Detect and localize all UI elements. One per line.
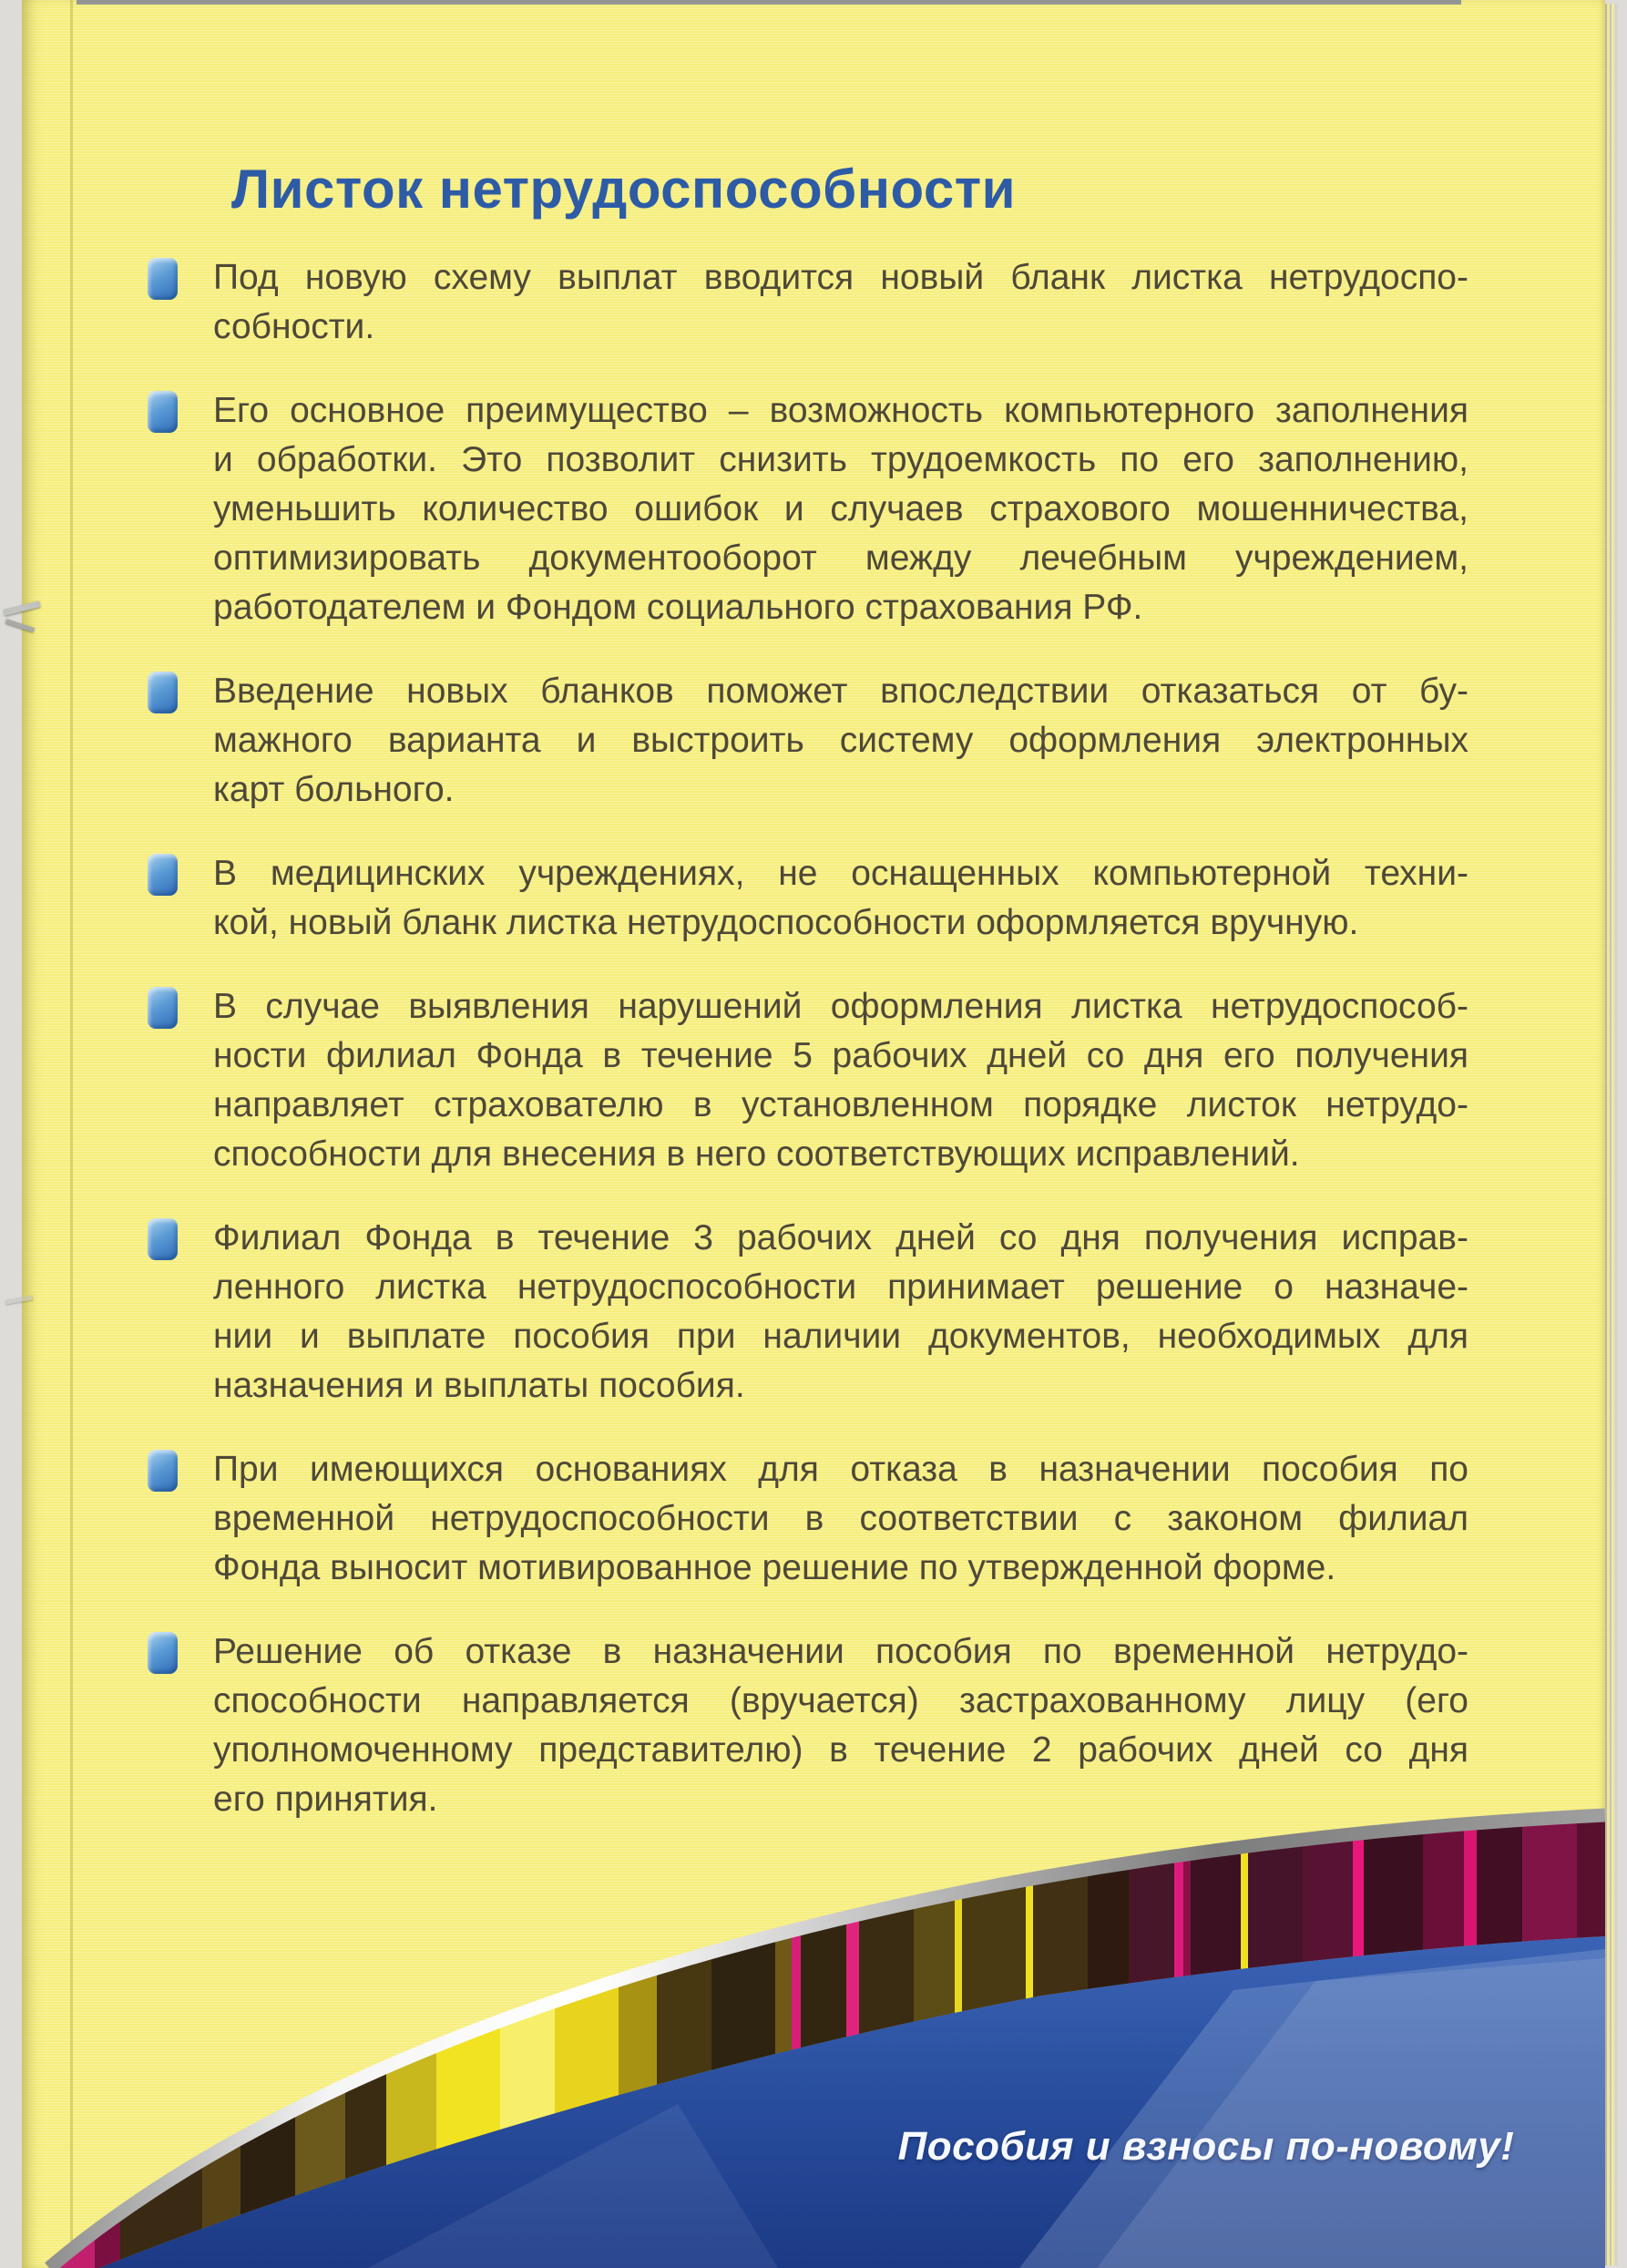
bullet-line: временной нетрудоспособности в соответствии с законом филиал (213, 1499, 1468, 1538)
bullet-square-icon (148, 854, 178, 896)
bullet-line: Филиал Фонда в течение 3 рабочих дней со дня получения исправ- (213, 1218, 1468, 1257)
bullet-line: назначения и выплаты пособия. (213, 1366, 745, 1405)
bullet-item (213, 386, 1468, 632)
bullet-item (213, 849, 1468, 948)
bullet-line: Фонда выносит мотивированное решение по утвержденной форме. (213, 1548, 1336, 1587)
brochure-page (22, 0, 1605, 2268)
bullet-line: способности направляется (вручается) застрахованному лицу (его (213, 1681, 1468, 1720)
bullet-item (213, 1445, 1468, 1593)
bullet-text (213, 386, 1468, 632)
bullet-line: мажного варианта и выстроить систему оформления электронных (213, 721, 1468, 760)
bullet-line: нии и выплате пособия при наличии документов, необходимых для (213, 1317, 1468, 1356)
bullet-square-icon (148, 672, 178, 713)
bullet-square-icon (148, 391, 178, 433)
bullet-item (213, 1214, 1468, 1411)
bullet-line: оптимизировать документооборот между лечебным учреждением, (213, 539, 1468, 578)
bullet-square-icon (148, 1632, 178, 1674)
bullet-square-icon (148, 1218, 178, 1260)
bullet-text (213, 982, 1468, 1179)
bullet-square-icon (148, 1450, 178, 1492)
bullet-line: и обработки. Это позволит снизить трудоемкость по его заполнению, (213, 440, 1468, 479)
bullet-line: его принятия. (213, 1780, 438, 1819)
bullet-line: ности филиал Фонда в течение 5 рабочих дней со дня его получения (213, 1036, 1468, 1075)
bullet-item (213, 253, 1468, 352)
bullet-square-icon (148, 987, 178, 1029)
bullet-line: уполномоченному представителю) в течение 2 рабочих дней со дня (213, 1730, 1468, 1770)
bullet-line: Решение об отказе в назначении пособия по временной нетрудо- (213, 1632, 1468, 1671)
bullet-line: Его основное преимущество – возможность компьютерного заполнения (213, 391, 1468, 430)
bullet-line: собности. (213, 307, 375, 346)
page-top-edge-line (77, 0, 1461, 5)
bullet-text (213, 849, 1468, 948)
bullet-text (213, 1214, 1468, 1411)
bullet-text (213, 1445, 1468, 1593)
decorative-wave-graphic (22, 1776, 1605, 2268)
bullet-line: кой, новый бланк листка нетрудоспособности оформляется вручную. (213, 903, 1359, 942)
bullet-line: работодателем и Фондом социального страхования РФ. (213, 588, 1143, 627)
slogan: Пособия и взносы по-новому! (897, 2124, 1515, 2169)
bullet-item (213, 667, 1468, 815)
bullet-square-icon (148, 258, 178, 300)
bullet-line: При имеющихся основаниях для отказа в назначении пособия по (213, 1450, 1468, 1489)
bullet-text (213, 667, 1468, 815)
page-edge-stack (1605, 4, 1618, 2265)
bullet-line: карт больного. (213, 770, 455, 809)
page-content (213, 153, 1468, 1859)
bullet-line: направляет страхователю в установленном порядке листок нетрудо- (213, 1085, 1468, 1124)
bullet-line: В случае выявления нарушений оформления листка нетрудоспособ- (213, 987, 1468, 1026)
bullet-line: В медицинских учреждениях, не оснащенных компьютерной техни- (213, 854, 1468, 893)
bullet-text (213, 253, 1468, 352)
bullet-line: Введение новых бланков поможет впоследствии отказаться от бу- (213, 672, 1468, 711)
bullet-item (213, 982, 1468, 1179)
bullet-line: Под новую схему выплат вводится новый бланк листка нетрудоспо- (213, 258, 1468, 297)
page-title: Листок нетрудоспособности (231, 159, 1016, 220)
bullet-line: ленного листка нетрудоспособности принимает решение о назначе- (213, 1267, 1468, 1307)
bullet-line: способности для внесения в него соответствующих исправлений. (213, 1134, 1300, 1174)
bullet-list (213, 253, 1468, 1824)
bullet-line: уменьшить количество ошибок и случаев страхового мошенничества, (213, 489, 1468, 529)
